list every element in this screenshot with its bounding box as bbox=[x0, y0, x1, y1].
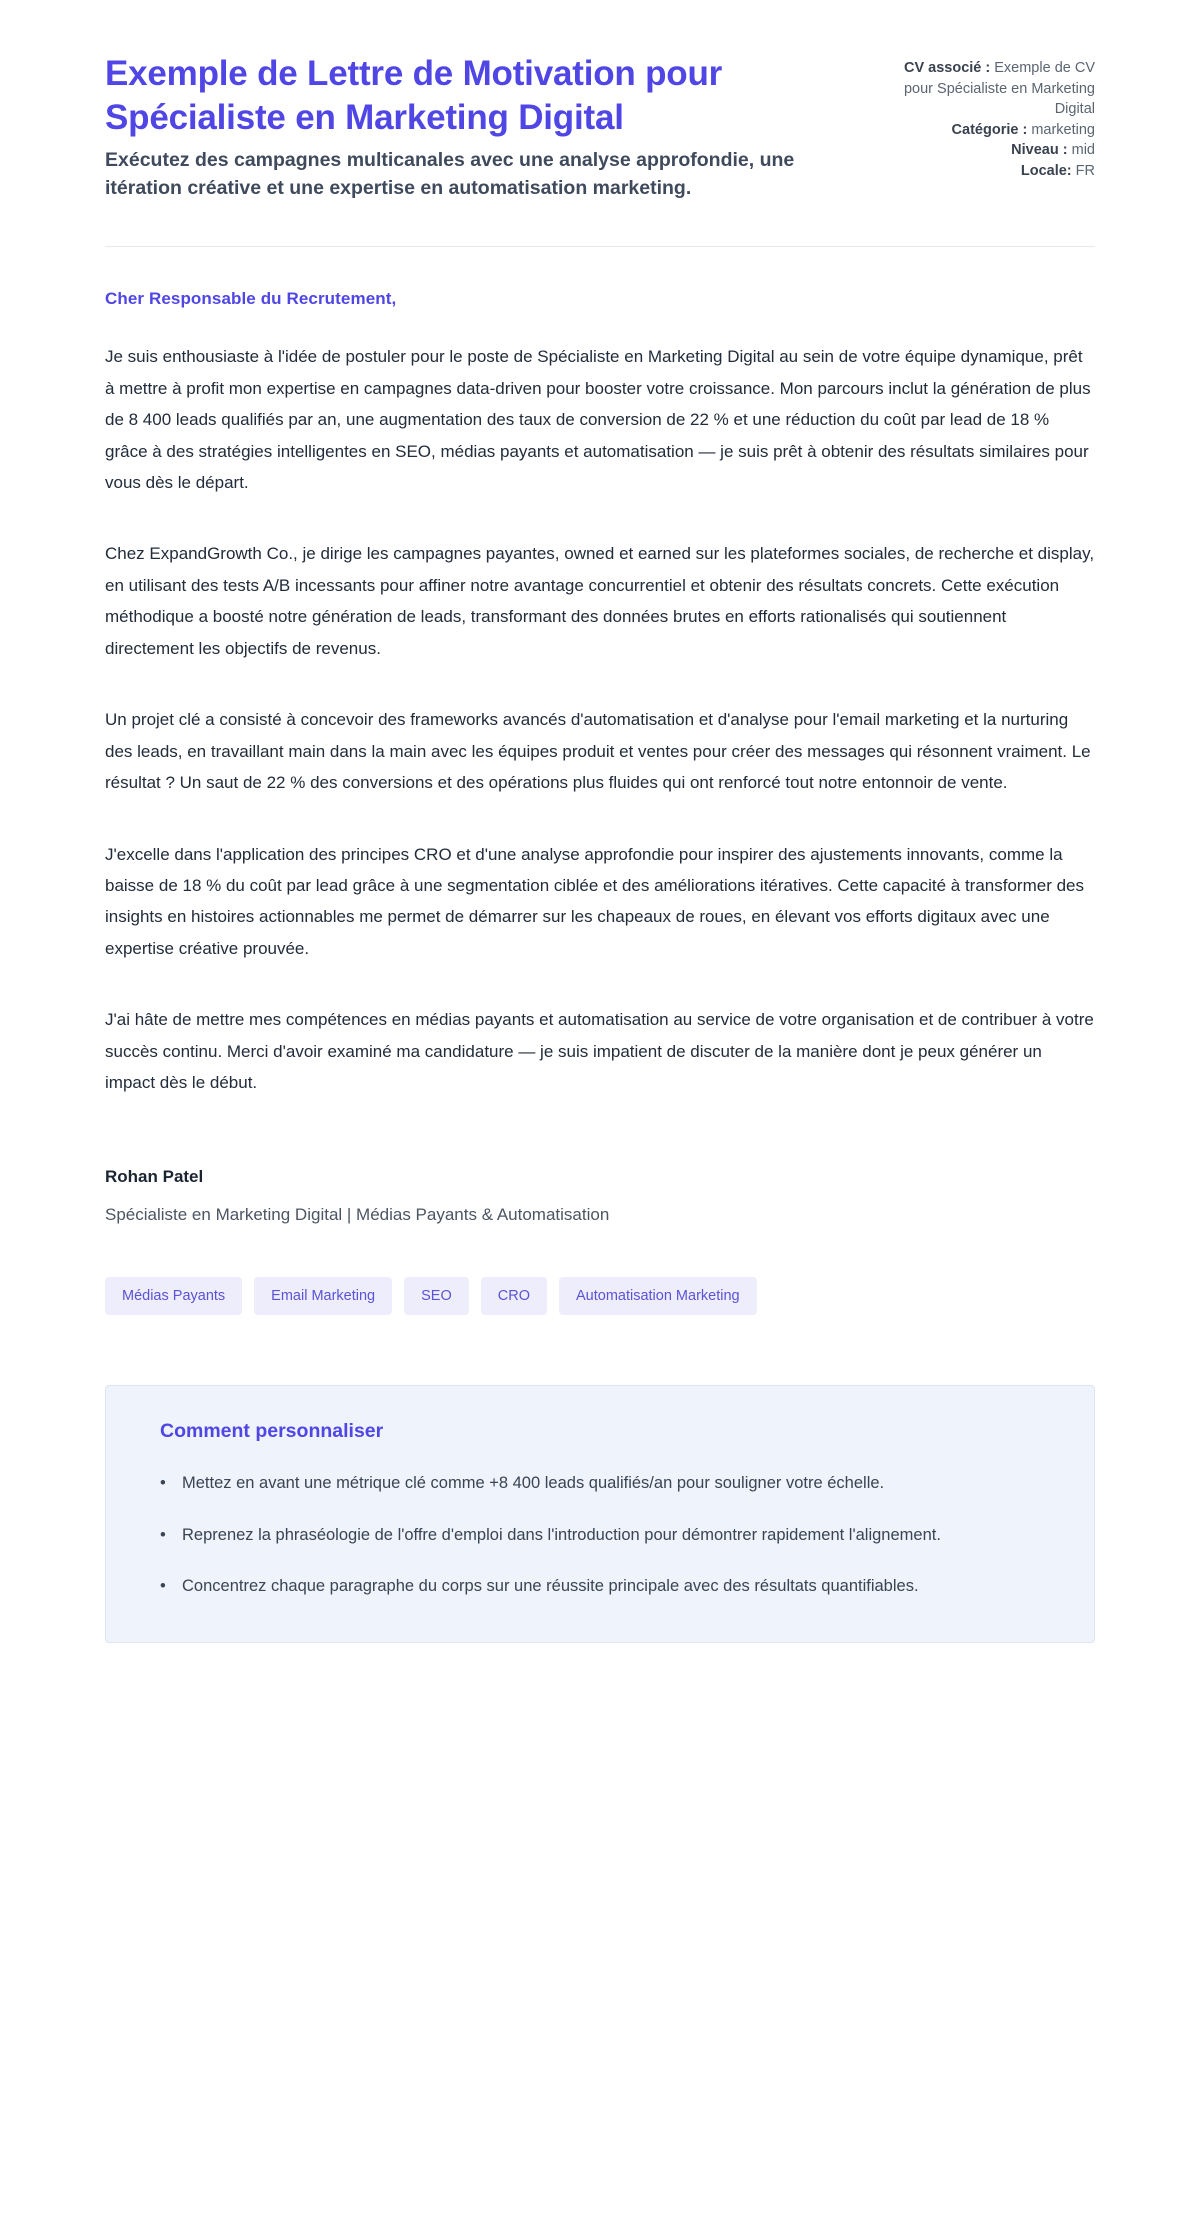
metadata-row-cv bbox=[895, 58, 1095, 120]
letter-greeting: Cher Responsable du Recrutement, bbox=[105, 289, 397, 309]
tag-chip[interactable]: Automatisation Marketing bbox=[559, 1277, 757, 1316]
callout-list-item-text: Concentrez chaque paragraphe du corps sur une réussite principale avec des résultats quantifiables. bbox=[182, 1577, 919, 1596]
tag-chip[interactable]: Email Marketing bbox=[254, 1277, 392, 1316]
cover-letter-body bbox=[105, 247, 1095, 1098]
tag-list bbox=[105, 1225, 1095, 1316]
metadata-row-category bbox=[895, 120, 1095, 141]
signature-name: Rohan Patel bbox=[105, 1166, 204, 1186]
header-title-block bbox=[105, 52, 805, 202]
customization-callout bbox=[105, 1385, 1095, 1643]
callout-list-item bbox=[160, 1521, 1062, 1551]
callout-list-item-text: Mettez en avant une métrique clé comme +8 400 leads qualifiés/an pour souligner votre échelle. bbox=[182, 1474, 885, 1493]
metadata-label-category: Catégorie : bbox=[951, 121, 1028, 138]
metadata-value-locale: FR bbox=[1071, 162, 1095, 179]
metadata-row-level bbox=[895, 140, 1095, 161]
page-title: Exemple de Lettre de Motivation pour Spécialiste en Marketing Digital bbox=[105, 54, 723, 138]
metadata-value-category: marketing bbox=[1027, 121, 1095, 138]
callout-list-item bbox=[160, 1469, 1062, 1499]
letter-paragraph: Chez ExpandGrowth Co., je dirige les campagnes payantes, owned et earned sur les plateformes sociales, de recherche et display, en utilisant des tests A/B incessants pour affiner notre avantage concurrentiel et obtenir des résultats concrets. Cette exécution méthodique a boosté notre génération de leads, transformant des données brutes en efforts rationalisés qui soutiennent directement les objectifs de revenus. bbox=[105, 544, 1095, 658]
signature-block bbox=[105, 1139, 1095, 1225]
metadata-value-level: mid bbox=[1067, 142, 1095, 159]
callout-list-item-text: Reprenez la phraséologie de l'offre d'emploi dans l'introduction pour démontrer rapidement l'alignement. bbox=[182, 1525, 941, 1544]
bullet-icon: • bbox=[160, 1525, 166, 1544]
letter-paragraph: J'excelle dans l'application des principes CRO et d'une analyse approfondie pour inspirer des ajustements innovants, comme la baisse de 18 % du coût par lead grâce à une segmentation ciblée et des améliorations itératives. Cette capacité à transformer des insights en histoires actionnables me permet de démarrer sur les chapeaux de roues, en élevant vos efforts digitaux avec une expertise créative prouvée. bbox=[105, 844, 1085, 958]
document-header bbox=[105, 0, 1095, 202]
tag-chip[interactable]: CRO bbox=[481, 1277, 547, 1316]
bullet-icon: • bbox=[160, 1474, 166, 1493]
metadata-value-cv: Exemple de CV pour Spécialiste en Marketing Digital bbox=[903, 60, 1095, 118]
letter-paragraph: Un projet clé a consisté à concevoir des frameworks avancés d'automatisation et d'analyse pour l'email marketing et la nurturing des leads, en travaillant main dans la main avec les équipes produit et ventes pour créer des messages qui résonnent vraiment. Le résultat ? Un saut de 22 % des conversions et des opérations plus fluides qui ont renforcé tout notre entonnoir de vente. bbox=[105, 710, 1091, 793]
tag-chip[interactable]: SEO bbox=[404, 1277, 469, 1316]
callout-title: Comment personnaliser bbox=[160, 1420, 384, 1443]
metadata-label-level: Niveau : bbox=[1011, 142, 1068, 159]
page-subtitle: Exécutez des campagnes multicanales avec une analyse approfondie, une itération créative et une expertise en automatisation marketing. bbox=[105, 148, 795, 199]
bullet-icon: • bbox=[160, 1577, 166, 1596]
document-metadata bbox=[895, 52, 1095, 181]
metadata-row-locale bbox=[895, 161, 1095, 182]
metadata-label-locale: Locale: bbox=[1020, 162, 1072, 179]
metadata-label-cv: CV associé : bbox=[903, 60, 991, 76]
letter-paragraph: J'ai hâte de mettre mes compétences en médias payants et automatisation au service de votre organisation et de contribuer à votre succès continu. Merci d'avoir examiné ma candidature — je suis impatient de discuter de la manière dont je peux générer un impact dès le début. bbox=[105, 1010, 1094, 1093]
signature-role: Spécialiste en Marketing Digital | Médias Payants & Automatisation bbox=[105, 1204, 610, 1224]
tag-chip[interactable]: Médias Payants bbox=[105, 1277, 242, 1316]
letter-paragraph: Je suis enthousiaste à l'idée de postuler pour le poste de Spécialiste en Marketing Digital au sein de votre équipe dynamique, prêt à mettre à profit mon expertise en campagnes data-driven pour booster votre croissance. Mon parcours inclut la génération de plus de 8 400 leads qualifiés par an, une augmentation des taux de conversion de 22 % et une réduction du coût par lead de 18 % grâce à des stratégies intelligentes en SEO, médias payants et automatisation — je suis prêt à obtenir des résultats similaires pour vous dès le départ. bbox=[105, 347, 1091, 492]
callout-bullet-list bbox=[138, 1469, 1062, 1602]
callout-list-item bbox=[160, 1572, 1062, 1602]
